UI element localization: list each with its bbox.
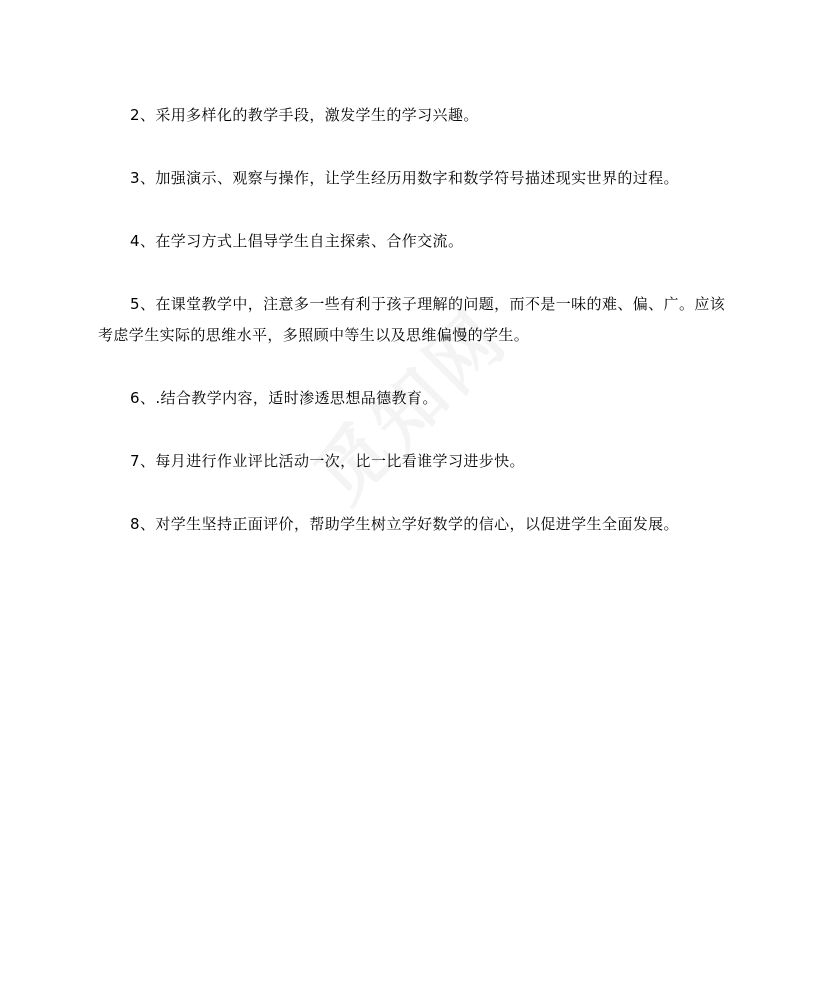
paragraph-3: 3、加强演示、观察与操作，让学生经历用数字和数学符号描述现实世界的过程。 [130, 169, 679, 187]
paragraph-4: 4、在学习方式上倡导学生自主探索、合作交流。 [130, 232, 464, 250]
paragraph-8: 8、对学生坚持正面评价，帮助学生树立学好数学的信心，以促进学生全面发展。 [130, 515, 679, 533]
paragraph-6: 6、.结合教学内容，适时渗透思想品德教育。 [130, 389, 438, 407]
paragraph-2: 2、采用多样化的教学手段，激发学生的学习兴趣。 [130, 106, 479, 124]
paragraph-7: 7、每月进行作业评比活动一次，比一比看谁学习进步快。 [130, 452, 525, 470]
paragraph-5: 5、在课堂教学中，注意多一些有利于孩子理解的问题，而不是一味的难、偏、广。应该考虑学生实际的思维水平，多照顾中等生以及思维偏慢的学生。 [98, 295, 726, 344]
document-body [98, 100, 738, 572]
